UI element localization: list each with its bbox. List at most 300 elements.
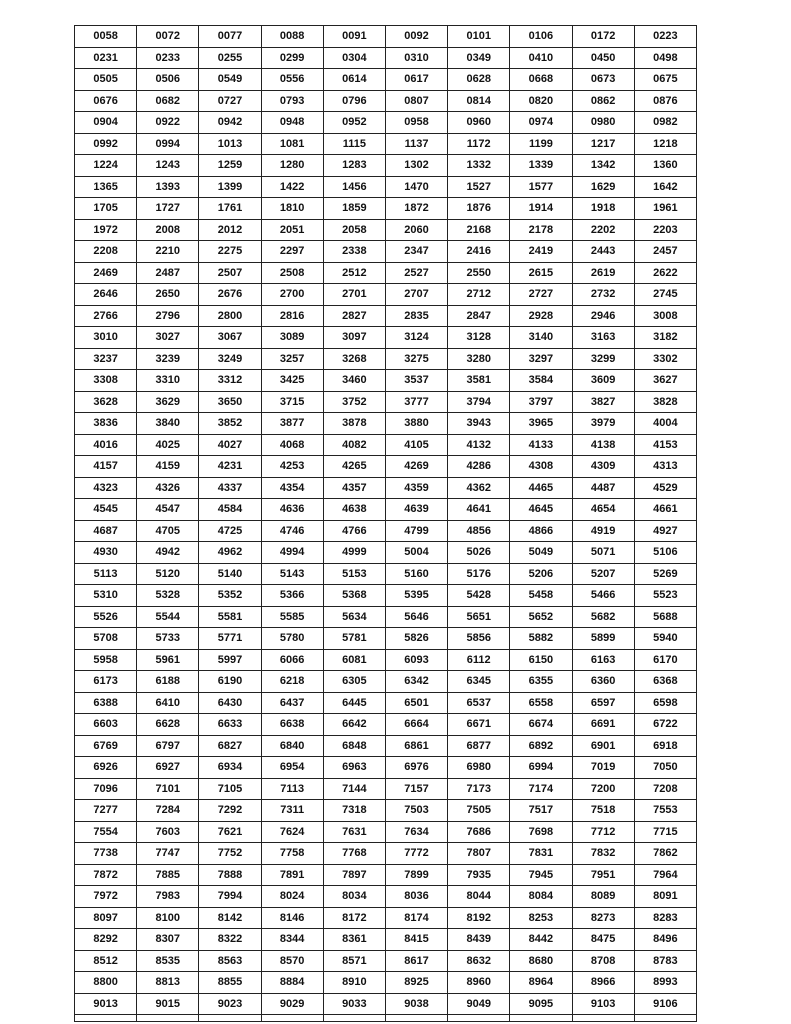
number-cell: 0904 — [75, 112, 137, 134]
number-cell: 3067 — [199, 327, 261, 349]
number-cell: 3627 — [634, 370, 696, 392]
number-cell: 1217 — [572, 133, 634, 155]
table-row — [75, 950, 697, 972]
number-cell: 6066 — [261, 649, 323, 671]
number-cell: 7503 — [385, 800, 447, 822]
number-cell: 0974 — [510, 112, 572, 134]
number-cell: 5310 — [75, 585, 137, 607]
number-cell: 2443 — [572, 241, 634, 263]
number-cell: 3097 — [323, 327, 385, 349]
number-cell: 6345 — [448, 671, 510, 693]
number-cell: 2727 — [510, 284, 572, 306]
number-cell: 7173 — [448, 778, 510, 800]
number-cell: 0231 — [75, 47, 137, 69]
number-cell: 0994 — [137, 133, 199, 155]
number-cell: 0072 — [137, 26, 199, 48]
number-cell: 5771 — [199, 628, 261, 650]
number-cell: 5328 — [137, 585, 199, 607]
number-cell: 1172 — [448, 133, 510, 155]
number-cell: 5826 — [385, 628, 447, 650]
number-cell: 1810 — [261, 198, 323, 220]
number-cell: 6840 — [261, 735, 323, 757]
number-cell: 0922 — [137, 112, 199, 134]
number-cell: 4027 — [199, 434, 261, 456]
number-cell: 8344 — [261, 929, 323, 951]
number-cell: 5961 — [137, 649, 199, 671]
number-cell: 0727 — [199, 90, 261, 112]
empty-cell — [137, 1015, 199, 1022]
number-cell: 5466 — [572, 585, 634, 607]
number-cell: 0450 — [572, 47, 634, 69]
number-cell: 7311 — [261, 800, 323, 822]
number-cell: 7277 — [75, 800, 137, 822]
number-cell: 6093 — [385, 649, 447, 671]
number-cell: 2508 — [261, 262, 323, 284]
number-cell: 3257 — [261, 348, 323, 370]
number-cell: 8993 — [634, 972, 696, 994]
number-cell: 5652 — [510, 606, 572, 628]
number-cell: 8535 — [137, 950, 199, 972]
table-row — [75, 241, 697, 263]
number-cell: 4025 — [137, 434, 199, 456]
number-cell: 1243 — [137, 155, 199, 177]
number-cell: 1914 — [510, 198, 572, 220]
table-row — [75, 542, 697, 564]
number-cell: 4326 — [137, 477, 199, 499]
number-cell: 6963 — [323, 757, 385, 779]
number-cell: 7631 — [323, 821, 385, 843]
number-cell: 7019 — [572, 757, 634, 779]
number-cell: 7951 — [572, 864, 634, 886]
number-cell: 6934 — [199, 757, 261, 779]
number-cell: 4856 — [448, 520, 510, 542]
table-row — [75, 520, 697, 542]
number-cell: 5004 — [385, 542, 447, 564]
number-cell: 8273 — [572, 907, 634, 929]
table-row — [75, 26, 697, 48]
number-cell: 5856 — [448, 628, 510, 650]
number-cell: 3827 — [572, 391, 634, 413]
table-row — [75, 714, 697, 736]
number-cell: 6112 — [448, 649, 510, 671]
number-cell: 7888 — [199, 864, 261, 886]
number-cell: 7157 — [385, 778, 447, 800]
table-row — [75, 671, 697, 693]
number-cell: 0820 — [510, 90, 572, 112]
table-row — [75, 585, 697, 607]
number-cell: 7505 — [448, 800, 510, 822]
number-cell: 7553 — [634, 800, 696, 822]
number-cell: 6664 — [385, 714, 447, 736]
number-cell: 4357 — [323, 477, 385, 499]
number-cell: 3302 — [634, 348, 696, 370]
number-cell: 0992 — [75, 133, 137, 155]
number-cell: 4930 — [75, 542, 137, 564]
number-cell: 8475 — [572, 929, 634, 951]
number-cell: 7634 — [385, 821, 447, 843]
number-cell: 4994 — [261, 542, 323, 564]
number-cell: 1137 — [385, 133, 447, 155]
number-cell: 7517 — [510, 800, 572, 822]
number-cell: 8253 — [510, 907, 572, 929]
number-cell: 7935 — [448, 864, 510, 886]
number-cell: 8571 — [323, 950, 385, 972]
number-cell: 4687 — [75, 520, 137, 542]
table-row — [75, 778, 697, 800]
number-cell: 6430 — [199, 692, 261, 714]
number-cell: 8100 — [137, 907, 199, 929]
number-cell: 4105 — [385, 434, 447, 456]
number-cell: 2827 — [323, 305, 385, 327]
table-row — [75, 133, 697, 155]
number-cell: 0675 — [634, 69, 696, 91]
number-cell: 4545 — [75, 499, 137, 521]
number-cell: 6342 — [385, 671, 447, 693]
number-cell: 8034 — [323, 886, 385, 908]
number-cell: 3537 — [385, 370, 447, 392]
number-cell: 8496 — [634, 929, 696, 951]
number-cell: 6926 — [75, 757, 137, 779]
number-sheet — [74, 25, 697, 1022]
table-row — [75, 649, 697, 671]
number-cell: 9106 — [634, 993, 696, 1015]
number-cell: 2168 — [448, 219, 510, 241]
number-cell: 4016 — [75, 434, 137, 456]
number-cell: 7698 — [510, 821, 572, 843]
number-cell: 4308 — [510, 456, 572, 478]
number-cell: 6628 — [137, 714, 199, 736]
number-cell: 1456 — [323, 176, 385, 198]
number-cell: 4082 — [323, 434, 385, 456]
number-cell: 3797 — [510, 391, 572, 413]
number-cell: 3460 — [323, 370, 385, 392]
number-cell: 2650 — [137, 284, 199, 306]
number-cell: 7872 — [75, 864, 137, 886]
number-cell: 2676 — [199, 284, 261, 306]
number-cell: 5395 — [385, 585, 447, 607]
number-cell: 0349 — [448, 47, 510, 69]
number-cell: 4529 — [634, 477, 696, 499]
number-cell: 3979 — [572, 413, 634, 435]
number-cell: 2550 — [448, 262, 510, 284]
number-cell: 5544 — [137, 606, 199, 628]
table-row — [75, 477, 697, 499]
number-cell: 2507 — [199, 262, 261, 284]
number-cell: 2619 — [572, 262, 634, 284]
number-cell: 8439 — [448, 929, 510, 951]
number-cell: 6081 — [323, 649, 385, 671]
number-cell: 0668 — [510, 69, 572, 91]
table-row — [75, 692, 697, 714]
number-cell: 2347 — [385, 241, 447, 263]
number-cell: 3128 — [448, 327, 510, 349]
number-cell: 0958 — [385, 112, 447, 134]
number-cell: 7624 — [261, 821, 323, 843]
table-row — [75, 434, 697, 456]
number-cell: 8091 — [634, 886, 696, 908]
number-cell: 8570 — [261, 950, 323, 972]
number-cell: 8307 — [137, 929, 199, 951]
number-cell: 0549 — [199, 69, 261, 91]
number-cell: 7712 — [572, 821, 634, 843]
number-cell: 2457 — [634, 241, 696, 263]
number-cell: 1642 — [634, 176, 696, 198]
number-cell: 9015 — [137, 993, 199, 1015]
number-cell: 6954 — [261, 757, 323, 779]
number-cell: 8292 — [75, 929, 137, 951]
number-cell: 5997 — [199, 649, 261, 671]
number-cell: 1918 — [572, 198, 634, 220]
table-row-partial — [75, 1015, 697, 1022]
empty-cell — [634, 1015, 696, 1022]
number-cell: 8174 — [385, 907, 447, 929]
number-cell: 1393 — [137, 176, 199, 198]
number-cell: 0676 — [75, 90, 137, 112]
number-cell: 3840 — [137, 413, 199, 435]
table-row — [75, 219, 697, 241]
empty-cell — [75, 1015, 137, 1022]
number-cell: 6360 — [572, 671, 634, 693]
number-cell: 5651 — [448, 606, 510, 628]
number-cell: 3299 — [572, 348, 634, 370]
empty-cell — [261, 1015, 323, 1022]
number-cell: 7292 — [199, 800, 261, 822]
number-cell: 9095 — [510, 993, 572, 1015]
number-cell: 3124 — [385, 327, 447, 349]
number-cell: 7318 — [323, 800, 385, 822]
number-cell: 2487 — [137, 262, 199, 284]
number-cell: 2800 — [199, 305, 261, 327]
number-cell: 1332 — [448, 155, 510, 177]
number-cell: 4269 — [385, 456, 447, 478]
number-cell: 4265 — [323, 456, 385, 478]
number-cell: 2712 — [448, 284, 510, 306]
number-cell: 6642 — [323, 714, 385, 736]
number-cell: 7603 — [137, 821, 199, 843]
number-cell: 7208 — [634, 778, 696, 800]
number-cell: 8044 — [448, 886, 510, 908]
number-cell: 9038 — [385, 993, 447, 1015]
table-row — [75, 886, 697, 908]
number-cell: 2700 — [261, 284, 323, 306]
number-cell: 8563 — [199, 950, 261, 972]
number-cell: 5153 — [323, 563, 385, 585]
number-cell: 4547 — [137, 499, 199, 521]
number-cell: 5366 — [261, 585, 323, 607]
number-cell: 1199 — [510, 133, 572, 155]
number-cell: 7758 — [261, 843, 323, 865]
number-cell: 0092 — [385, 26, 447, 48]
number-cell: 2816 — [261, 305, 323, 327]
number-cell: 1360 — [634, 155, 696, 177]
number-cell: 2210 — [137, 241, 199, 263]
table-row — [75, 155, 697, 177]
number-cell: 0310 — [385, 47, 447, 69]
number-cell: 0077 — [199, 26, 261, 48]
number-cell: 4157 — [75, 456, 137, 478]
number-cell: 0952 — [323, 112, 385, 134]
table-row — [75, 69, 697, 91]
number-cell: 6674 — [510, 714, 572, 736]
number-cell: 4725 — [199, 520, 261, 542]
table-row — [75, 327, 697, 349]
number-cell: 1081 — [261, 133, 323, 155]
number-cell: 6305 — [323, 671, 385, 693]
number-cell: 5269 — [634, 563, 696, 585]
number-cell: 1859 — [323, 198, 385, 220]
number-cell: 0682 — [137, 90, 199, 112]
number-cell: 3310 — [137, 370, 199, 392]
number-cell: 2202 — [572, 219, 634, 241]
number-cell: 8036 — [385, 886, 447, 908]
number-cell: 2796 — [137, 305, 199, 327]
number-cell: 0255 — [199, 47, 261, 69]
number-cell: 7807 — [448, 843, 510, 865]
number-cell: 6633 — [199, 714, 261, 736]
number-cell: 5882 — [510, 628, 572, 650]
number-cell: 8146 — [261, 907, 323, 929]
number-cell: 6368 — [634, 671, 696, 693]
number-cell: 4354 — [261, 477, 323, 499]
empty-cell — [385, 1015, 447, 1022]
empty-cell — [510, 1015, 572, 1022]
number-cell: 1422 — [261, 176, 323, 198]
number-cell: 6355 — [510, 671, 572, 693]
number-cell: 3628 — [75, 391, 137, 413]
number-cell: 8172 — [323, 907, 385, 929]
number-cell: 0814 — [448, 90, 510, 112]
number-cell: 1218 — [634, 133, 696, 155]
number-cell: 4705 — [137, 520, 199, 542]
number-cell: 7050 — [634, 757, 696, 779]
number-cell: 0960 — [448, 112, 510, 134]
number-cell: 5780 — [261, 628, 323, 650]
number-cell: 0410 — [510, 47, 572, 69]
number-cell: 1342 — [572, 155, 634, 177]
number-cell: 0982 — [634, 112, 696, 134]
table-row — [75, 348, 697, 370]
number-cell: 0498 — [634, 47, 696, 69]
number-cell: 3089 — [261, 327, 323, 349]
number-cell: 6163 — [572, 649, 634, 671]
number-cell: 8783 — [634, 950, 696, 972]
numbers-table-body — [75, 26, 697, 1022]
number-cell: 4004 — [634, 413, 696, 435]
number-cell: 3581 — [448, 370, 510, 392]
number-cell: 1302 — [385, 155, 447, 177]
number-cell: 7096 — [75, 778, 137, 800]
number-cell: 4638 — [323, 499, 385, 521]
number-cell: 6437 — [261, 692, 323, 714]
table-row — [75, 198, 697, 220]
number-cell: 6980 — [448, 757, 510, 779]
number-cell: 8680 — [510, 950, 572, 972]
number-cell: 2615 — [510, 262, 572, 284]
number-cell: 7772 — [385, 843, 447, 865]
number-cell: 3752 — [323, 391, 385, 413]
number-cell: 4641 — [448, 499, 510, 521]
number-cell: 2275 — [199, 241, 261, 263]
table-row — [75, 112, 697, 134]
table-row — [75, 90, 697, 112]
number-cell: 6188 — [137, 671, 199, 693]
number-cell: 5958 — [75, 649, 137, 671]
number-cell: 1527 — [448, 176, 510, 198]
number-cell: 2745 — [634, 284, 696, 306]
number-cell: 4799 — [385, 520, 447, 542]
number-cell: 2008 — [137, 219, 199, 241]
table-row — [75, 907, 697, 929]
number-cell: 7752 — [199, 843, 261, 865]
number-cell: 7105 — [199, 778, 261, 800]
number-cell: 3943 — [448, 413, 510, 435]
number-cell: 0793 — [261, 90, 323, 112]
number-cell: 3308 — [75, 370, 137, 392]
number-cell: 0088 — [261, 26, 323, 48]
number-cell: 2203 — [634, 219, 696, 241]
number-cell: 8283 — [634, 907, 696, 929]
number-cell: 2419 — [510, 241, 572, 263]
number-cell: 7715 — [634, 821, 696, 843]
number-cell: 0942 — [199, 112, 261, 134]
number-cell: 9013 — [75, 993, 137, 1015]
number-cell: 3965 — [510, 413, 572, 435]
number-cell: 1727 — [137, 198, 199, 220]
number-cell: 4068 — [261, 434, 323, 456]
number-cell: 3163 — [572, 327, 634, 349]
empty-cell — [448, 1015, 510, 1022]
number-cell: 4942 — [137, 542, 199, 564]
number-cell: 3140 — [510, 327, 572, 349]
empty-cell — [199, 1015, 261, 1022]
number-cell: 5160 — [385, 563, 447, 585]
number-cell: 2051 — [261, 219, 323, 241]
number-cell: 5207 — [572, 563, 634, 585]
number-cell: 4323 — [75, 477, 137, 499]
number-cell: 8708 — [572, 950, 634, 972]
number-cell: 8084 — [510, 886, 572, 908]
number-cell: 3027 — [137, 327, 199, 349]
number-cell: 4746 — [261, 520, 323, 542]
number-cell: 5581 — [199, 606, 261, 628]
number-cell: 8089 — [572, 886, 634, 908]
number-cell: 8097 — [75, 907, 137, 929]
number-cell: 7113 — [261, 778, 323, 800]
number-cell: 7983 — [137, 886, 199, 908]
number-cell: 3836 — [75, 413, 137, 435]
number-cell: 4919 — [572, 520, 634, 542]
number-cell: 8512 — [75, 950, 137, 972]
number-cell: 8910 — [323, 972, 385, 994]
number-cell: 3280 — [448, 348, 510, 370]
number-cell: 6848 — [323, 735, 385, 757]
number-cell: 8884 — [261, 972, 323, 994]
number-cell: 2469 — [75, 262, 137, 284]
number-cell: 4313 — [634, 456, 696, 478]
number-cell: 6558 — [510, 692, 572, 714]
number-cell: 5682 — [572, 606, 634, 628]
number-cell: 5523 — [634, 585, 696, 607]
number-cell: 7831 — [510, 843, 572, 865]
number-cell: 4231 — [199, 456, 261, 478]
number-cell: 8024 — [261, 886, 323, 908]
number-cell: 7101 — [137, 778, 199, 800]
number-cell: 5140 — [199, 563, 261, 585]
number-cell: 7891 — [261, 864, 323, 886]
number-cell: 6218 — [261, 671, 323, 693]
number-cell: 3584 — [510, 370, 572, 392]
table-row — [75, 757, 697, 779]
